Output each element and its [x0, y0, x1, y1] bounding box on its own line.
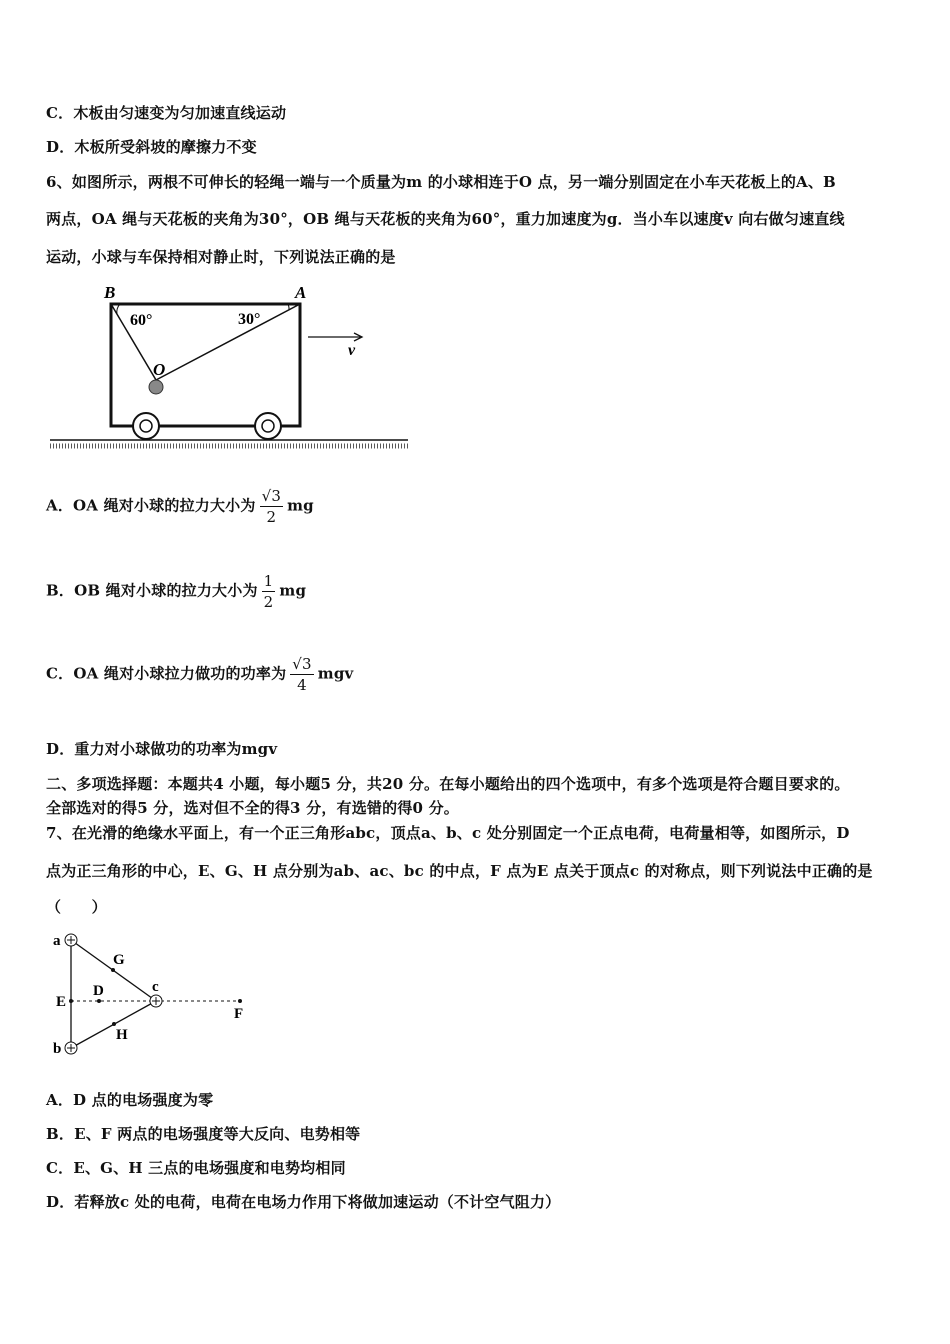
- label-b: b: [53, 1041, 62, 1057]
- q6-option-d[interactable]: D．重力对小球做功的功率为mgv: [46, 740, 278, 758]
- q6-cart-figure: [50, 280, 420, 455]
- label-a: A: [295, 283, 307, 302]
- label-b: B: [104, 283, 116, 302]
- q6-stem-line-3: 运动，小球与车保持相对静止时，下列说法正确的是: [46, 248, 396, 266]
- q7-option-c[interactable]: C．E、G、H 三点的电场强度和电势均相同: [46, 1159, 346, 1177]
- q7-stem-line-1: 7、在光滑的绝缘水平面上，有一个正三角形abc，顶点a、b、c 处分别固定一个正点电荷，电荷量相等，如图所示，D: [46, 824, 850, 842]
- q7-stem-line-3: （ ）: [46, 898, 107, 916]
- label-v: v: [348, 342, 356, 359]
- fraction: $\frac{√3}{2}$: [261, 487, 282, 526]
- fraction: $\frac{√3}{4}$: [292, 655, 312, 694]
- q7-stem-line-2: 点为正三角形的中心，E、G、H 点分别为ab、ac、bc 的中点，F 点为E 点关于顶点c 的对称点，则下列说法中正确的是: [46, 862, 873, 880]
- label-c: c: [152, 979, 159, 995]
- label-o: O: [153, 360, 166, 379]
- q7-triangle-figure: [48, 928, 258, 1063]
- wheel-left: [133, 413, 159, 439]
- q6-stem-line-2: 两点，OA 绳与天花板的夹角为30°，OB 绳与天花板的夹角为60°，重力加速度为g．当小车以速度v 向右做匀速直线: [46, 210, 845, 228]
- q7-option-d[interactable]: D．若释放c 处的电荷，电荷在电场力作用下将做加速运动（不计空气阻力）: [46, 1193, 561, 1211]
- label-60deg: 60°: [130, 312, 153, 329]
- q7-option-a[interactable]: A．D 点的电场强度为零: [46, 1091, 214, 1109]
- label-a: a: [53, 933, 61, 949]
- q6-stem-line-1: 6、如图所示，两根不可伸长的轻绳一端与一个质量为m 的小球相连于O 点，另一端分别固定在小车天花板上的A、B: [46, 173, 836, 191]
- label-f: F: [234, 1006, 244, 1022]
- label-h: H: [116, 1027, 128, 1043]
- label-e: E: [56, 994, 67, 1010]
- wheel-right: [255, 413, 281, 439]
- label-d: D: [93, 983, 104, 999]
- label-30deg: 30°: [238, 311, 261, 328]
- q6-option-a[interactable]: A．OA 绳对小球的拉力大小为 $\frac{√3}{2}$ mg: [46, 487, 314, 526]
- q6-option-b[interactable]: B．OB 绳对小球的拉力大小为 $\frac{1}{2}$ mg: [46, 572, 307, 611]
- fraction: $\frac{1}{2}$: [263, 572, 274, 611]
- ball: [149, 380, 163, 394]
- rope-oa: [156, 304, 300, 380]
- section2-line-1: 二、多项选择题：本题共4 小题，每小题5 分，共20 分。在每小题给出的四个选项中，有多个选项是符合题目要求的。: [46, 775, 850, 793]
- label-g: G: [113, 952, 125, 968]
- prev-option-d: D．木板所受斜坡的摩擦力不变: [46, 138, 257, 156]
- section2-line-2: 全部选对的得5 分，选对但不全的得3 分，有选错的得0 分。: [46, 799, 459, 817]
- q7-option-b[interactable]: B．E、F 两点的电场强度等大反向、电势相等: [46, 1125, 361, 1143]
- q6-option-c[interactable]: C．OA 绳对小球拉力做功的功率为 $\frac{√3}{4}$ mgv: [46, 655, 354, 694]
- prev-option-c: C．木板由匀速变为匀加速直线运动: [46, 104, 287, 122]
